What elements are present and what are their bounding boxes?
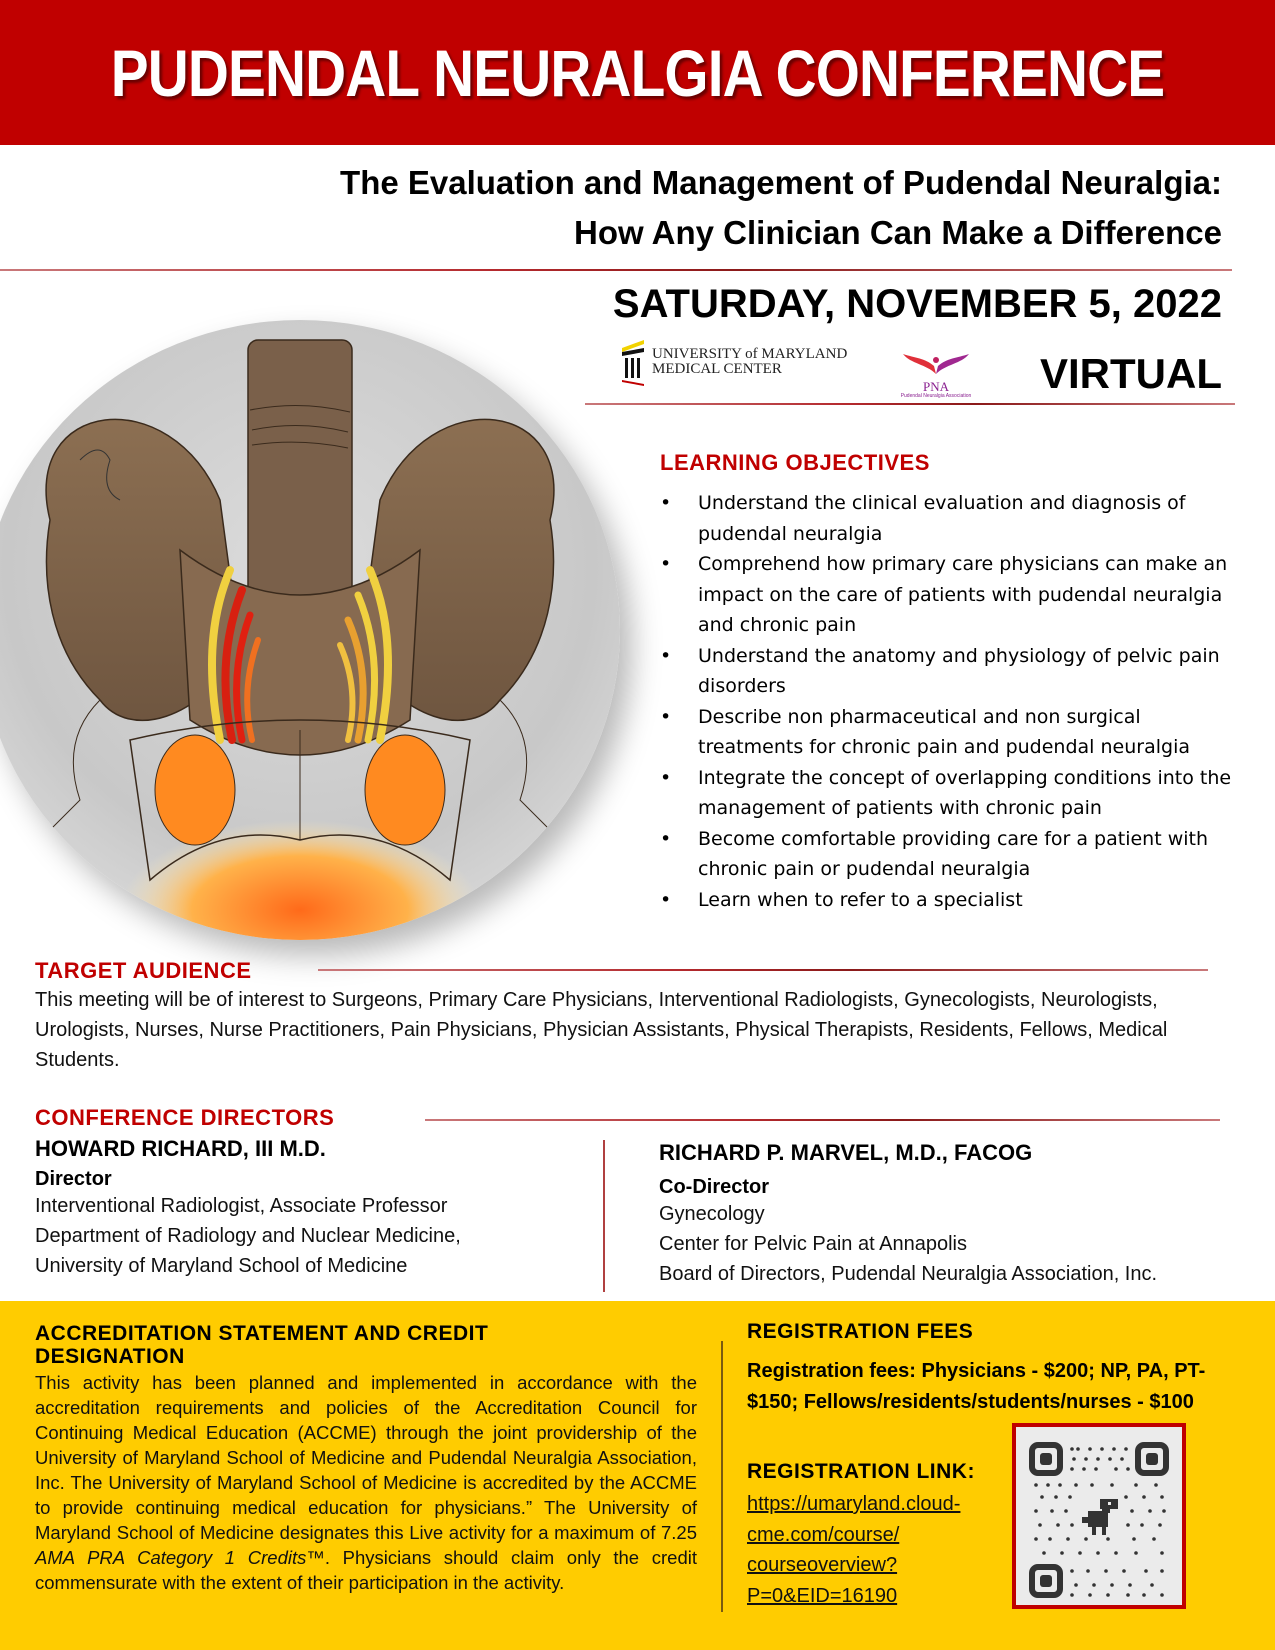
bullet-icon: •	[660, 888, 672, 911]
date-divider	[585, 403, 1235, 405]
co-director-card	[659, 1140, 1259, 1289]
bullet-icon: •	[660, 553, 672, 575]
directors-vertical-divider	[603, 1140, 605, 1292]
umd-logo-line-1: UNIVERSITY of MARYLAND	[652, 346, 848, 362]
qr-code-icon	[1016, 1427, 1182, 1605]
registration-qr-code[interactable]	[1012, 1423, 1186, 1609]
objective-item: • Become comfortable providing care for a patient with chronic pain or pudendal neuralgia	[660, 824, 1245, 885]
directors-divider	[425, 1119, 1220, 1121]
target-audience-divider	[318, 969, 1208, 971]
objective-item: • Describe non pharmaceutical and non surgical treatments for chronic pain and pudendal neuralgia	[660, 702, 1245, 763]
co-director-affiliation-3: Board of Directors, Pudendal Neuralgia Association, Inc.	[659, 1263, 1158, 1285]
co-director-affiliation-2: Center for Pelvic Pain at Annapolis	[659, 1233, 967, 1255]
conference-directors-heading: CONFERENCE DIRECTORS	[35, 1105, 335, 1130]
objective-item: • Integrate the concept of overlapping conditions into the management of patients with chronic pain	[660, 763, 1245, 824]
subtitle-divider	[0, 269, 1232, 271]
bullet-icon: •	[660, 827, 672, 850]
director-affiliation-2: Department of Radiology and Nuclear Medicine,	[35, 1225, 461, 1247]
conference-title: PUDENDAL NEURALGIA CONFERENCE	[110, 35, 1165, 110]
target-audience-text: This meeting will be of interest to Surgeons, Primary Care Physicians, Interventional Radiologists, Gynecologists, Neurologists, Urologists, Nurses, Nurse Practitioners, Pain Physicians, Physician Assistants, Physical Therapists, Residents, Fellows, Medical Students.	[35, 989, 1168, 1071]
learning-objectives-list	[660, 488, 1245, 915]
objective-item: • Understand the clinical evaluation and diagnosis of pudendal neuralgia	[660, 488, 1245, 549]
co-director-affiliation-1: Gynecology	[659, 1203, 765, 1225]
title-banner	[0, 0, 1275, 145]
objective-item: • Learn when to refer to a specialist	[660, 885, 1245, 916]
umd-medical-center-logo	[620, 338, 847, 386]
registration-fees-text: Registration fees: Physicians - $200; NP, PA, PT- $150; Fellows/residents/students/nurses - $100	[747, 1360, 1206, 1413]
accreditation-statement: This activity has been planned and implemented in accordance with the accreditation requirements and policies of the Accreditation Council for Continuing Medical Education (ACCME) through the joint providership of the University of Maryland School of Medicine and Pudendal Neuralgia Association, Inc. The University of Maryland School of Medicine is accredited by the ACCME to provide continuing medical education for physicians.” The University of Maryland School of Medicine designates this Live activity for a maximum of 7.25 AMA PRA Category 1 Credits™. Physicians should claim only the credit commensurate with the extent of their participation in the activity.	[35, 1372, 697, 1593]
target-audience-heading: TARGET AUDIENCE	[35, 958, 252, 983]
registration-fees-heading: REGISTRATION FEES	[747, 1320, 974, 1343]
event-format: VIRTUAL	[1040, 350, 1222, 397]
event-date: SATURDAY, NOVEMBER 5, 2022	[612, 282, 1222, 326]
co-director-role: Co-Director	[659, 1176, 770, 1198]
footer-vertical-divider	[721, 1341, 723, 1612]
umd-logo-line-2: MEDICAL CENTER	[652, 361, 782, 377]
umd-column-icon	[620, 338, 646, 386]
pelvis-illustration	[0, 320, 620, 940]
pelvis-anatomy-icon	[0, 320, 620, 940]
subtitle-line-2: How Any Clinician Can Make a Difference	[574, 214, 1222, 251]
bullet-icon: •	[660, 492, 672, 514]
pna-logo	[896, 350, 976, 399]
director-affiliation-3: University of Maryland School of Medicine	[35, 1255, 408, 1277]
dinosaur-icon	[1082, 1499, 1118, 1535]
registration-link[interactable]: https://umaryland.cloud- cme.com/course/ courseoverview? P=0&EID=16190	[747, 1493, 961, 1607]
learning-objectives-heading: LEARNING OBJECTIVES	[660, 450, 930, 475]
co-director-name: RICHARD P. MARVEL, M.D., FACOG	[659, 1140, 1033, 1165]
objective-item: • Comprehend how primary care physicians can make an impact on the care of patients with pudendal neuralgia and chronic pain	[660, 549, 1245, 641]
bullet-icon: •	[660, 644, 672, 667]
pna-abbr: PNA	[922, 379, 949, 394]
objective-item: • Understand the anatomy and physiology of pelvic pain disorders	[660, 641, 1245, 702]
pna-full-name: Pudendal Neuralgia Association	[900, 393, 972, 399]
director-affiliation-1: Interventional Radiologist, Associate Professor	[35, 1195, 448, 1217]
director-role: Director	[35, 1168, 112, 1190]
bullet-icon: •	[660, 766, 672, 789]
accreditation-heading: ACCREDITATION STATEMENT AND CREDIT DESIGNATION	[35, 1322, 489, 1368]
subtitle-line-1: The Evaluation and Management of Pudendal Neuralgia:	[340, 164, 1222, 201]
director-card	[35, 1136, 575, 1281]
director-name: HOWARD RICHARD, III M.D.	[35, 1136, 326, 1161]
phoenix-wings-icon	[901, 350, 971, 376]
registration-link-heading: REGISTRATION LINK:	[747, 1460, 975, 1483]
bullet-icon: •	[660, 705, 672, 728]
